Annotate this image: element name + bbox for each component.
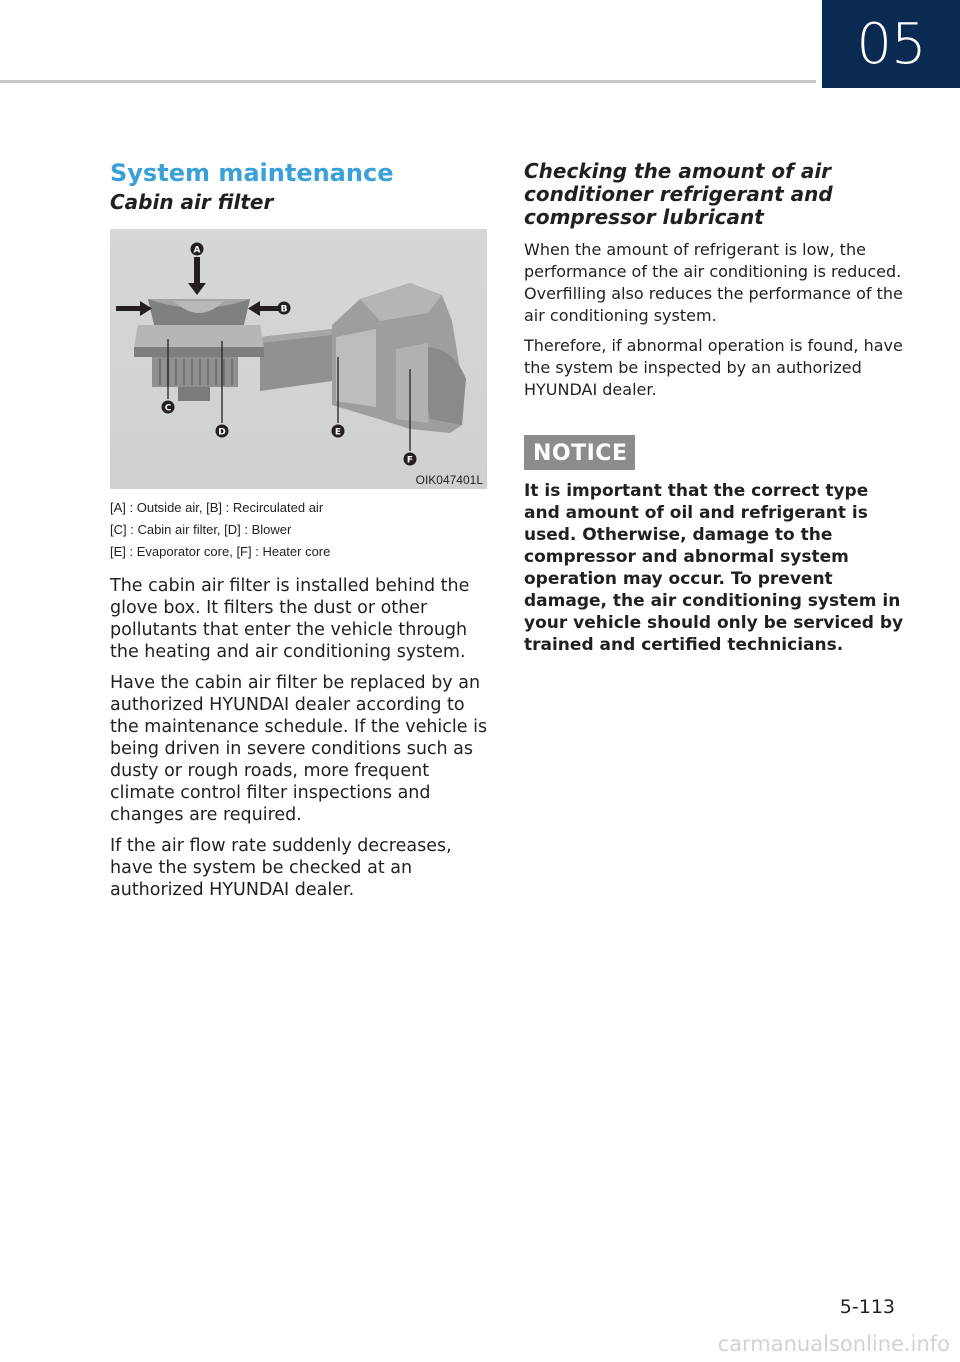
body-paragraph: Have the cabin air filter be replaced by an authorized HYUNDAI dealer according to the maintenance schedule. If the vehicle is being driven in severe conditions such as dusty or rough roads, more frequent climate control filter inspections and changes are required. — [110, 673, 488, 825]
callout-e-label: E — [334, 427, 342, 438]
subsection-title: Cabin air filter — [110, 190, 274, 214]
legend-line: [A] : Outside air, [B] : Recirculated air — [110, 500, 324, 515]
header-rule — [0, 80, 816, 83]
section-title: System maintenance — [110, 159, 394, 187]
cabin-air-filter-diagram — [110, 229, 487, 489]
right-column — [524, 160, 904, 656]
left-column — [110, 158, 488, 910]
body-paragraph: When the amount of refrigerant is low, the performance of the air conditioning is reduced. Overfilling also reduces the performance of the air conditioning system. — [524, 240, 903, 325]
chapter-tab — [822, 0, 960, 88]
refrigerant-check-title: Checking the amount of air conditioner refrigerant and compressor lubricant — [524, 159, 833, 229]
page-number: 5-113 — [839, 1296, 895, 1318]
figure-legend — [110, 497, 488, 563]
hvac-unit-illustration — [110, 229, 487, 489]
chapter-number: 05 — [856, 11, 926, 77]
callout-a-marker — [191, 243, 204, 256]
callout-f-label: F — [406, 455, 414, 466]
cabin-filter-body — [110, 575, 488, 901]
legend-line: [E] : Evaporator core, [F] : Heater core — [110, 544, 331, 559]
callout-c-label: C — [164, 403, 172, 414]
refrigerant-check-body — [524, 239, 904, 401]
body-paragraph: If the air flow rate suddenly decreases, have the system be checked at an authorized HYUNDAI dealer. — [110, 836, 452, 900]
notice-text: It is important that the correct type and amount of oil and refrigerant is used. Otherwise, damage to the compressor and abnormal system operation may occur. To prevent damage, the air conditioning system in your vehicle should only be serviced by trained and certified technicians. — [524, 481, 904, 655]
body-paragraph: Therefore, if abnormal operation is found, have the system be inspected by an authorized HYUNDAI dealer. — [524, 336, 903, 399]
callout-d-label: D — [218, 427, 226, 438]
figure-code: OIK047401L — [415, 473, 483, 487]
watermark: carmanualsonline.info — [717, 1332, 950, 1356]
body-paragraph: The cabin air filter is installed behind the glove box. It filters the dust or other pollutants that enter the vehicle through the heating and air conditioning system. — [110, 576, 470, 662]
callout-c-marker — [162, 401, 175, 414]
callout-f-marker — [404, 453, 417, 466]
legend-line: [C] : Cabin air filter, [D] : Blower — [110, 522, 292, 537]
notice-badge: NOTICE — [524, 435, 635, 470]
callout-d-marker — [216, 425, 229, 438]
callout-b-label: B — [280, 304, 288, 315]
callout-e-marker — [332, 425, 345, 438]
callout-b-marker — [278, 302, 291, 315]
callout-a-label: A — [193, 245, 201, 256]
